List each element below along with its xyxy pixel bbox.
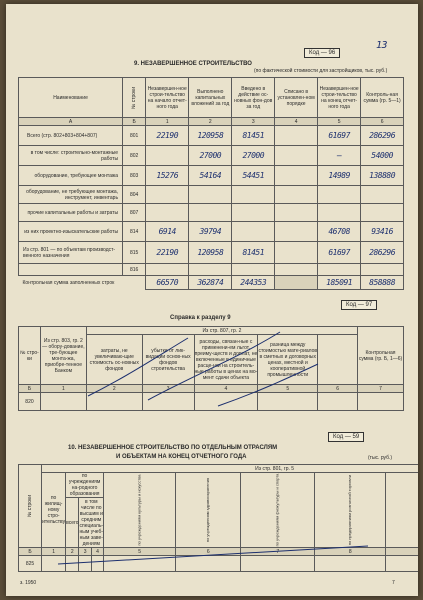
section10-title: 10. НЕЗАВЕРШЕННОЕ СТРОИТЕЛЬСТВО ПО ОТДЕЛЬНЫМ ОТРАСЛЯМ bbox=[68, 445, 278, 451]
section10-title2: И ОБЪЕКТАМ НА КОНЕЦ ОТЧЕТНОГО ГОДА bbox=[116, 454, 247, 460]
cell-value: 14989 bbox=[318, 166, 361, 186]
table-row bbox=[19, 204, 404, 222]
cell-value: 286296 bbox=[361, 242, 404, 264]
s10-header-c8 bbox=[386, 473, 418, 548]
row-code: 804 bbox=[123, 186, 146, 204]
row-code: 820 bbox=[19, 393, 41, 411]
s10-header-c6: по учреждениям физкультуры и спорта bbox=[241, 473, 315, 548]
row-code: 807 bbox=[123, 204, 146, 222]
s10-header-row: № строки bbox=[19, 465, 42, 548]
control-sum-label: Контрольная сумма заполненных строк bbox=[22, 279, 115, 286]
row-code: 815 bbox=[123, 242, 146, 264]
index-cell: 3 bbox=[79, 548, 91, 556]
cell-value bbox=[361, 264, 404, 276]
cell-value: 54451 bbox=[232, 166, 275, 186]
cell-value: 22190 bbox=[146, 126, 189, 146]
s10-header-c2b: в том числе по высшим и средним специаль-ным учеб-ным заве-дениям bbox=[79, 498, 104, 547]
cell-value: 81451 bbox=[232, 126, 275, 146]
control-sum-row bbox=[19, 276, 404, 290]
cell-value: 138880 bbox=[361, 166, 404, 186]
ref-subtitle: Из стр. 807, гр. 2 bbox=[86, 327, 357, 335]
section10-code: Код — 59 bbox=[328, 432, 364, 442]
table-row bbox=[19, 264, 404, 276]
cell-value: 81451 bbox=[232, 242, 275, 264]
header-c1: Незавершен-ное строи-тельство на начало отчет-ного года bbox=[146, 78, 189, 118]
index-cell: 2 bbox=[189, 118, 232, 126]
row-name: оборудование, не требующее монтажа, инструмент, инвентарь bbox=[19, 186, 123, 204]
index-cell: 5 bbox=[104, 548, 176, 556]
row-name: в том числе: строительно-монтажные работы bbox=[19, 146, 123, 166]
index-cell: 5 bbox=[318, 118, 361, 126]
row-name bbox=[19, 264, 123, 276]
ref-header-c1: Из стр. 803, гр. 2 — обору-дование, тре-бующее монта-жа, приобре-тенное Банком bbox=[40, 327, 86, 385]
row-code: 802 bbox=[123, 146, 146, 166]
cell-value bbox=[232, 222, 275, 242]
footer-page-number: 7 bbox=[392, 580, 395, 586]
s10-subtitle: Из стр. 801, гр. 5 bbox=[42, 465, 418, 473]
cell-value: 22190 bbox=[146, 242, 189, 264]
ref-header-c2: затраты, не увеличиваю-щие стоимость ос-новных фондов bbox=[86, 335, 142, 385]
table-row bbox=[19, 242, 404, 264]
index-cell: 3 bbox=[142, 385, 194, 393]
index-cell: 4 bbox=[275, 118, 318, 126]
s10-header-c2a: всего bbox=[66, 498, 79, 548]
index-cell: 6 bbox=[176, 548, 241, 556]
cell-value bbox=[189, 186, 232, 204]
row-name: прочие капитальные работы и затраты bbox=[19, 204, 123, 222]
index-cell: 4 bbox=[194, 385, 258, 393]
s10-header-c1: по жилищ-ному стро-ительству bbox=[42, 473, 66, 548]
row-code: 814 bbox=[123, 222, 146, 242]
section9-table bbox=[18, 77, 404, 290]
index-cell: 2 bbox=[86, 385, 142, 393]
header-c3: Введено в действие ос-новных фон-дов за год bbox=[232, 78, 275, 118]
cell-value bbox=[275, 222, 318, 242]
control-sum-value: 244353 bbox=[232, 276, 275, 290]
index-cell: 6 bbox=[361, 118, 404, 126]
strike-marks bbox=[18, 326, 404, 410]
cell-value bbox=[232, 204, 275, 222]
s10-header-c5: по учреждениям здравоохранения bbox=[176, 473, 241, 548]
cell-value bbox=[146, 186, 189, 204]
cell-value bbox=[275, 264, 318, 276]
table-row bbox=[19, 146, 404, 166]
index-cell: 1 bbox=[42, 548, 66, 556]
cell-value: 27000 bbox=[232, 146, 275, 166]
document-page bbox=[6, 4, 418, 596]
cell-value bbox=[275, 146, 318, 166]
index-cell: Б bbox=[123, 118, 146, 126]
row-code: 803 bbox=[123, 166, 146, 186]
row-code: 816 bbox=[123, 264, 146, 276]
table-row bbox=[19, 126, 404, 146]
cell-value bbox=[189, 264, 232, 276]
cell-value: 61697 bbox=[318, 242, 361, 264]
table-row bbox=[19, 186, 404, 204]
cell-value: 27000 bbox=[189, 146, 232, 166]
cell-value bbox=[275, 186, 318, 204]
cell-value bbox=[275, 204, 318, 222]
index-cell: 5 bbox=[258, 385, 318, 393]
cell-value bbox=[232, 186, 275, 204]
index-cell: 4 bbox=[91, 548, 103, 556]
cell-value bbox=[146, 146, 189, 166]
cell-value bbox=[275, 166, 318, 186]
strike-line bbox=[18, 544, 404, 568]
header-row: № строки bbox=[123, 78, 146, 118]
index-cell: Б bbox=[19, 385, 41, 393]
control-sum-value: 858888 bbox=[361, 276, 404, 290]
section9-code: Код — 96 bbox=[304, 48, 340, 58]
header-c2: Выполнено капитальных вложений за год bbox=[189, 78, 232, 118]
index-cell: А bbox=[19, 118, 123, 126]
section9-title: 9. НЕЗАВЕРШЕННОЕ СТРОИТЕЛЬСТВО bbox=[134, 61, 252, 67]
cell-value: 54000 bbox=[361, 146, 404, 166]
row-name: Всего (стр. 802+803+804+807) bbox=[19, 126, 123, 146]
index-cell: 1 bbox=[40, 385, 86, 393]
section-ref-title: Справка к разделу 9 bbox=[170, 315, 231, 321]
cell-value: — bbox=[318, 146, 361, 166]
section9-subtitle: (по фактической стоимости для застройщиков, тыс. руб.) bbox=[254, 68, 388, 74]
cell-value: 54164 bbox=[189, 166, 232, 186]
cell-value bbox=[189, 204, 232, 222]
control-sum-value: 362874 bbox=[189, 276, 232, 290]
header-c4: Списано в установлен-ном порядке bbox=[275, 78, 318, 118]
control-sum-blank bbox=[275, 276, 318, 290]
row-name: из них проектно-изыскательские работы bbox=[19, 222, 123, 242]
index-cell: Б bbox=[19, 548, 42, 556]
cell-value: 120958 bbox=[189, 126, 232, 146]
section9-index-row bbox=[19, 118, 404, 126]
index-cell: 3 bbox=[232, 118, 275, 126]
ref-header-c7: Контрольная сумма (гр. Б, 1—6) bbox=[358, 327, 404, 385]
control-sum-value: 66570 bbox=[146, 276, 189, 290]
footer-left: з. 1950 bbox=[20, 580, 37, 586]
control-sum-value: 185091 bbox=[318, 276, 361, 290]
table-row bbox=[19, 166, 404, 186]
section10-unit: (тыс. руб.) bbox=[368, 455, 393, 461]
index-cell: 2 bbox=[66, 548, 79, 556]
cell-value bbox=[318, 204, 361, 222]
cell-value: 6914 bbox=[146, 222, 189, 242]
cell-value bbox=[146, 264, 189, 276]
cell-value bbox=[232, 264, 275, 276]
ref-header-c5: разница между стоимостью мате-риалов в сметных и договорных ценах, местной и кооперативной промышленности bbox=[258, 335, 318, 385]
header-c5: Незавершен-ное строи-тельство на конец отчет-ного года bbox=[318, 78, 361, 118]
row-name: оборудование, требующее монтажа bbox=[19, 166, 123, 186]
cell-value bbox=[361, 186, 404, 204]
row-code: 801 bbox=[123, 126, 146, 146]
cell-value: 120958 bbox=[189, 242, 232, 264]
index-cell: 1 bbox=[146, 118, 189, 126]
section9-header-row bbox=[19, 78, 404, 118]
ref-header-row: № стро-ки bbox=[19, 327, 41, 385]
cell-value bbox=[318, 264, 361, 276]
cell-value bbox=[275, 126, 318, 146]
cell-value bbox=[275, 242, 318, 264]
row-name: Из стр. 801 — по объектам производст-венного назначения bbox=[19, 242, 123, 264]
cell-value: 46708 bbox=[318, 222, 361, 242]
cell-value bbox=[146, 204, 189, 222]
s10-header-c7: по предприятиям розничной торговли bbox=[315, 473, 386, 548]
cell-value: 93416 bbox=[361, 222, 404, 242]
index-cell: 6 bbox=[318, 385, 358, 393]
index-cell: 7 bbox=[241, 548, 315, 556]
page-corner-mark: 13 bbox=[376, 40, 388, 51]
header-name: Наименование bbox=[19, 78, 123, 118]
cell-value: 286296 bbox=[361, 126, 404, 146]
index-cell: 8 bbox=[315, 548, 386, 556]
cell-value bbox=[361, 204, 404, 222]
cell-value: 39794 bbox=[189, 222, 232, 242]
cell-value bbox=[318, 186, 361, 204]
table-row bbox=[19, 222, 404, 242]
ref-header-c4: расходы, связан-ные с применени-ем льгот, преиму-ществ и доплат, не включенные в единичные расце-нки на строитель-ные работы в ценах на мо-мент сдачи объекта bbox=[194, 335, 258, 385]
header-c6: Контроль-ная сумма (гр. 5—1) bbox=[361, 78, 404, 118]
cell-value: 15276 bbox=[146, 166, 189, 186]
s10-header-c4: по учреждениям культуры и искусства bbox=[104, 473, 176, 548]
row-code: 825 bbox=[19, 556, 42, 572]
section-ref-code: Код — 97 bbox=[341, 300, 377, 310]
s10-header-c2: по учреждениям на-родного образования bbox=[66, 473, 104, 498]
ref-header-c3: убытки от лик-видации основ-ных фондов строительства bbox=[142, 335, 194, 385]
index-cell: 7 bbox=[358, 385, 404, 393]
cell-value: 61697 bbox=[318, 126, 361, 146]
